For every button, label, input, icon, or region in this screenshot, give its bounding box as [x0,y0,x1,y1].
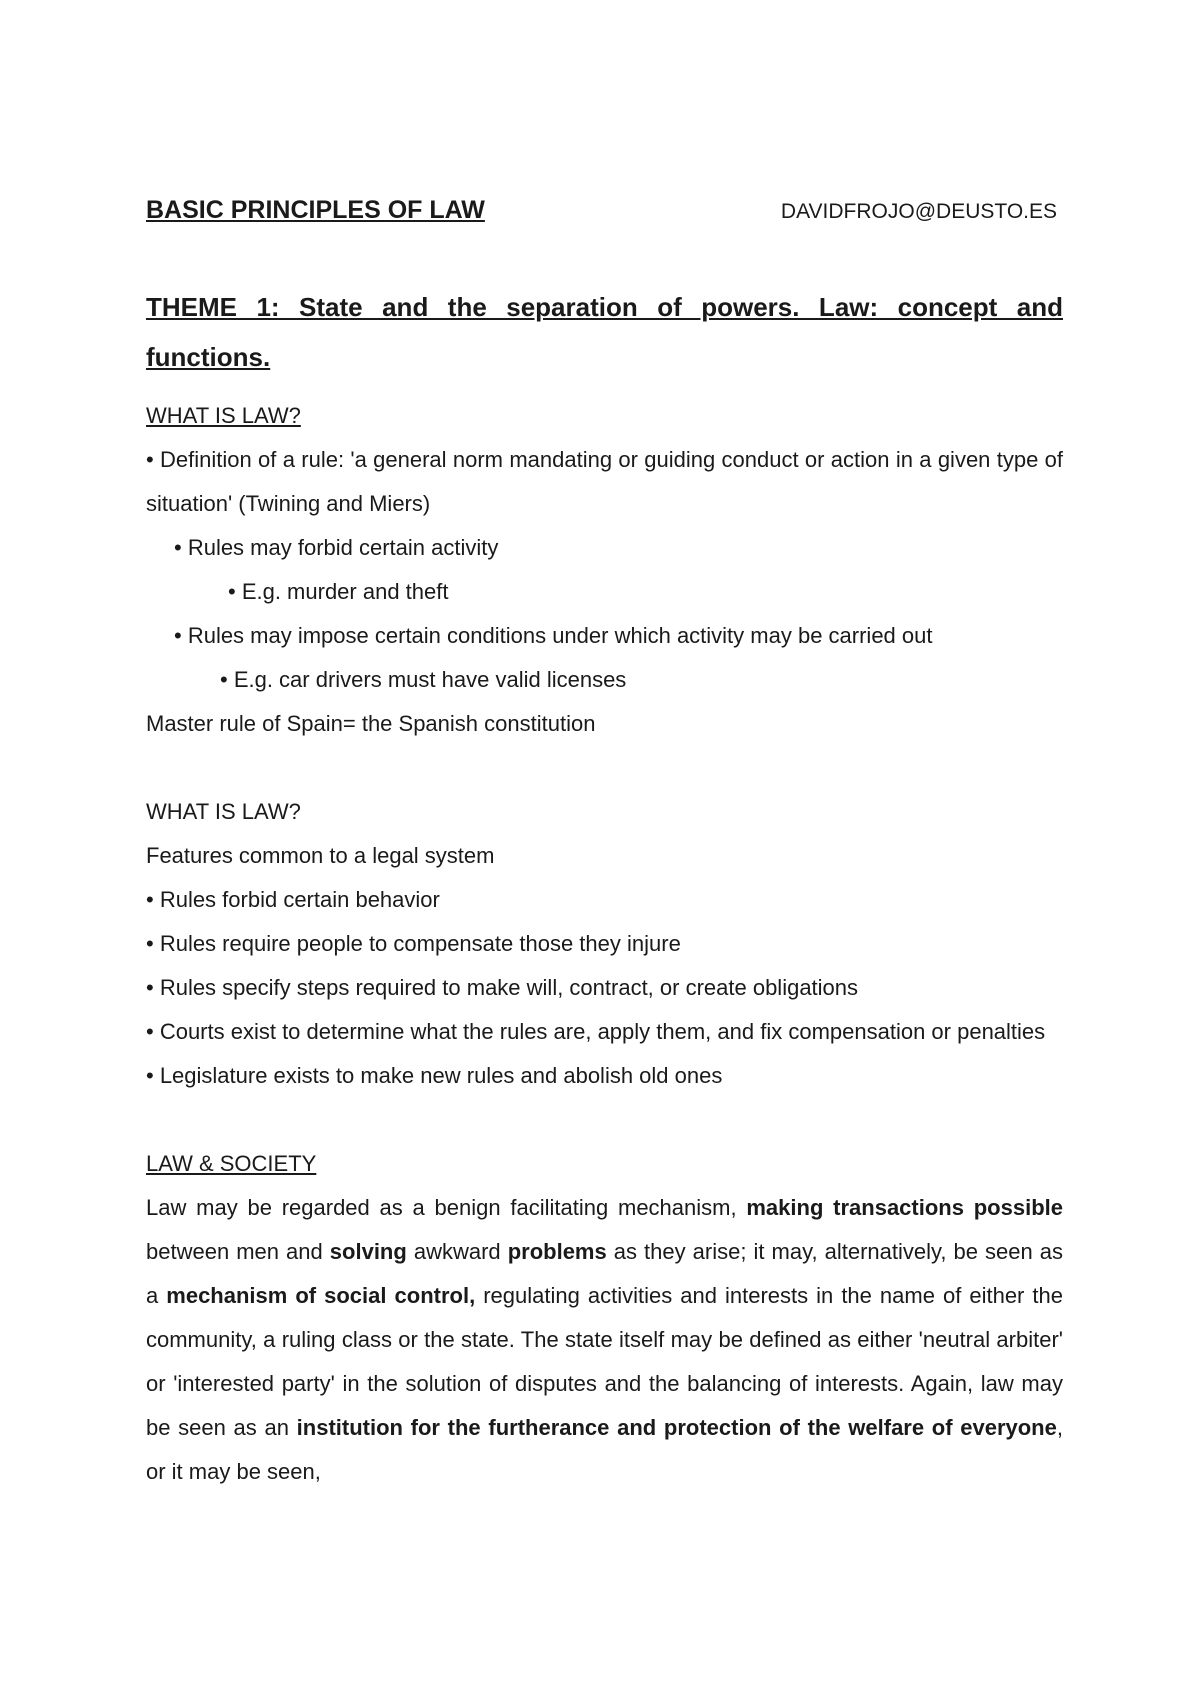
theme-heading: THEME 1: State and the separation of powers. Law: concept and functions. [146,292,1063,372]
paragraph-text: , or it may be seen, [146,1415,1063,1484]
emphasis-text: making transactions possible [746,1195,1063,1220]
list-item: • Rules specify steps required to make will, contract, or create obligations [146,975,859,1000]
paragraph-text: awkward [406,1239,508,1264]
emphasis-text: mechanism of social control, [166,1283,476,1308]
list-item: • Rules may impose certain conditions under which activity may be carried out [174,623,933,648]
emphasis-text: problems [507,1239,607,1264]
paragraph-text: as they arise; it may, alternatively, be seen as a [146,1239,1063,1308]
list-item: • Rules may forbid certain activity [174,535,499,560]
section-heading-law-society: LAW & SOCIETY [146,1151,317,1176]
blank-line [146,1098,1063,1142]
law-society-paragraph [146,1186,1063,1494]
list-item: • Courts exist to determine what the rules are, apply them, and fix compensation or penalties [146,1019,1046,1044]
rule-definition: • Definition of a rule: 'a general norm mandating or guiding conduct or action in a given type of situation' (Twining and Miers) [146,447,1063,516]
list-item-sub: • E.g. murder and theft [228,579,449,604]
section-heading-what-is-law: WHAT IS LAW? [146,403,301,428]
emphasis-text: solving [329,1239,407,1264]
paragraph-text: between men and [146,1239,330,1264]
section-heading-what-is-law-2: WHAT IS LAW? [146,799,301,824]
paragraph-text: regulating activities and interests in the name of either the community, a ruling class or the state. The state itself may be defined as either 'neutral arbiter' or 'interested party' in the solution of disputes and the balancing of interests. Again, law may be seen as an [146,1283,1063,1440]
author-email: DAVIDFROJO@DEUSTO.ES [780,200,1057,223]
blank-line [146,746,1063,790]
document-header [146,196,1063,236]
list-item-sub: • E.g. car drivers must have valid licenses [220,667,627,692]
list-item: • Rules forbid certain behavior [146,887,440,912]
features-intro: Features common to a legal system [146,843,495,868]
paragraph-text: Law may be regarded as a benign facilitating mechanism, [146,1195,747,1220]
document-body [146,394,1063,1494]
emphasis-text: institution for the furtherance and protection of the welfare of everyone [296,1415,1057,1440]
list-item: • Legislature exists to make new rules and abolish old ones [146,1063,723,1088]
document-title: BASIC PRINCIPLES OF LAW [146,196,485,224]
master-rule-text: Master rule of Spain= the Spanish constitution [146,711,596,736]
list-item: • Rules require people to compensate those they injure [146,931,681,956]
